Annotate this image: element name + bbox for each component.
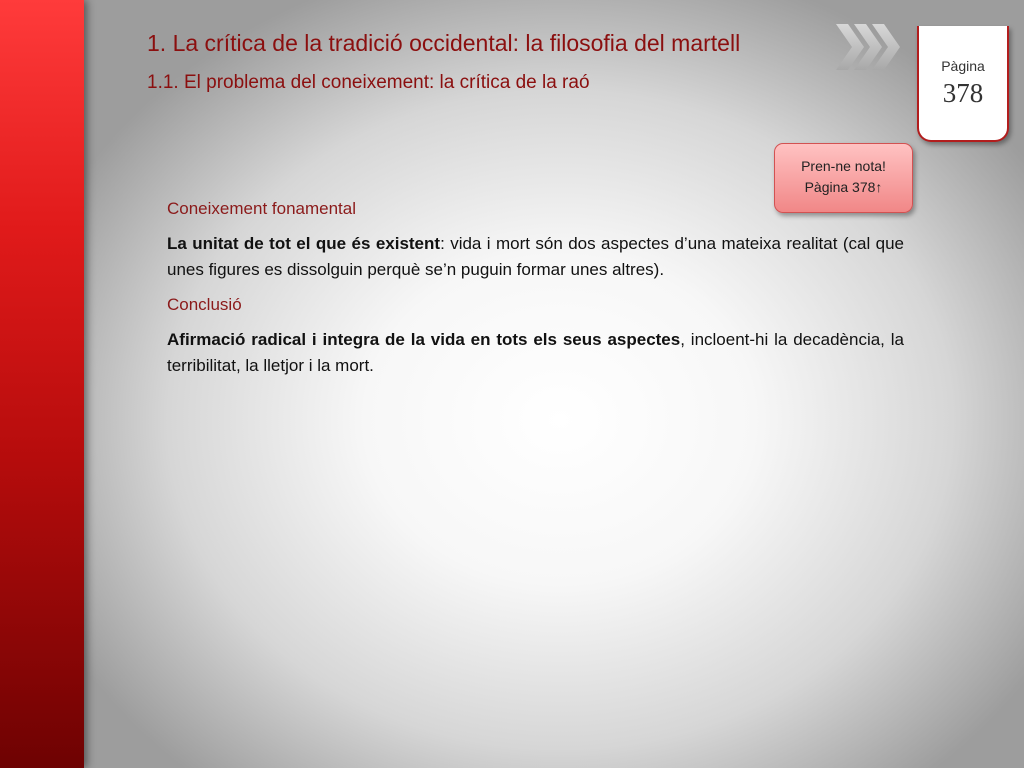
- paragraph-affirmation-bold: Afirmació radical i integra de la vida en tots els seus aspectes: [167, 330, 681, 349]
- take-note-line2: Pàgina 378↑: [804, 179, 883, 195]
- slide-content: [167, 196, 904, 388]
- slide-subtitle: 1.1. El problema del coneixement: la crítica de la raó: [147, 72, 590, 93]
- left-red-sidebar: [0, 0, 84, 768]
- paragraph-affirmation-text: , incloent-hi la decadència, la terribilitat, la lletjor i la mort.: [167, 330, 904, 375]
- section-heading-fundamental-knowledge: Coneixement fonamental: [167, 199, 357, 218]
- take-note-line1: Pren-ne nota!: [801, 158, 886, 174]
- page-number: 378: [942, 78, 984, 108]
- page-reference-box: [917, 26, 1009, 142]
- page-label: Pàgina: [941, 58, 985, 74]
- paragraph-unity-text: : vida i mort són dos aspectes d’una mateixa realitat (cal que unes figures es dissolguin perquè se’n puguin formar unes altres).: [167, 234, 904, 279]
- slide-title: 1. La crítica de la tradició occidental: la filosofia del martell: [147, 30, 741, 56]
- paragraph-unity: [167, 231, 904, 283]
- section-heading-conclusion: Conclusió: [167, 295, 242, 314]
- paragraph-unity-bold: La unitat de tot el que és existent: [167, 234, 441, 253]
- paragraph-affirmation: [167, 327, 904, 379]
- chevron-arrows-icon: [836, 22, 916, 72]
